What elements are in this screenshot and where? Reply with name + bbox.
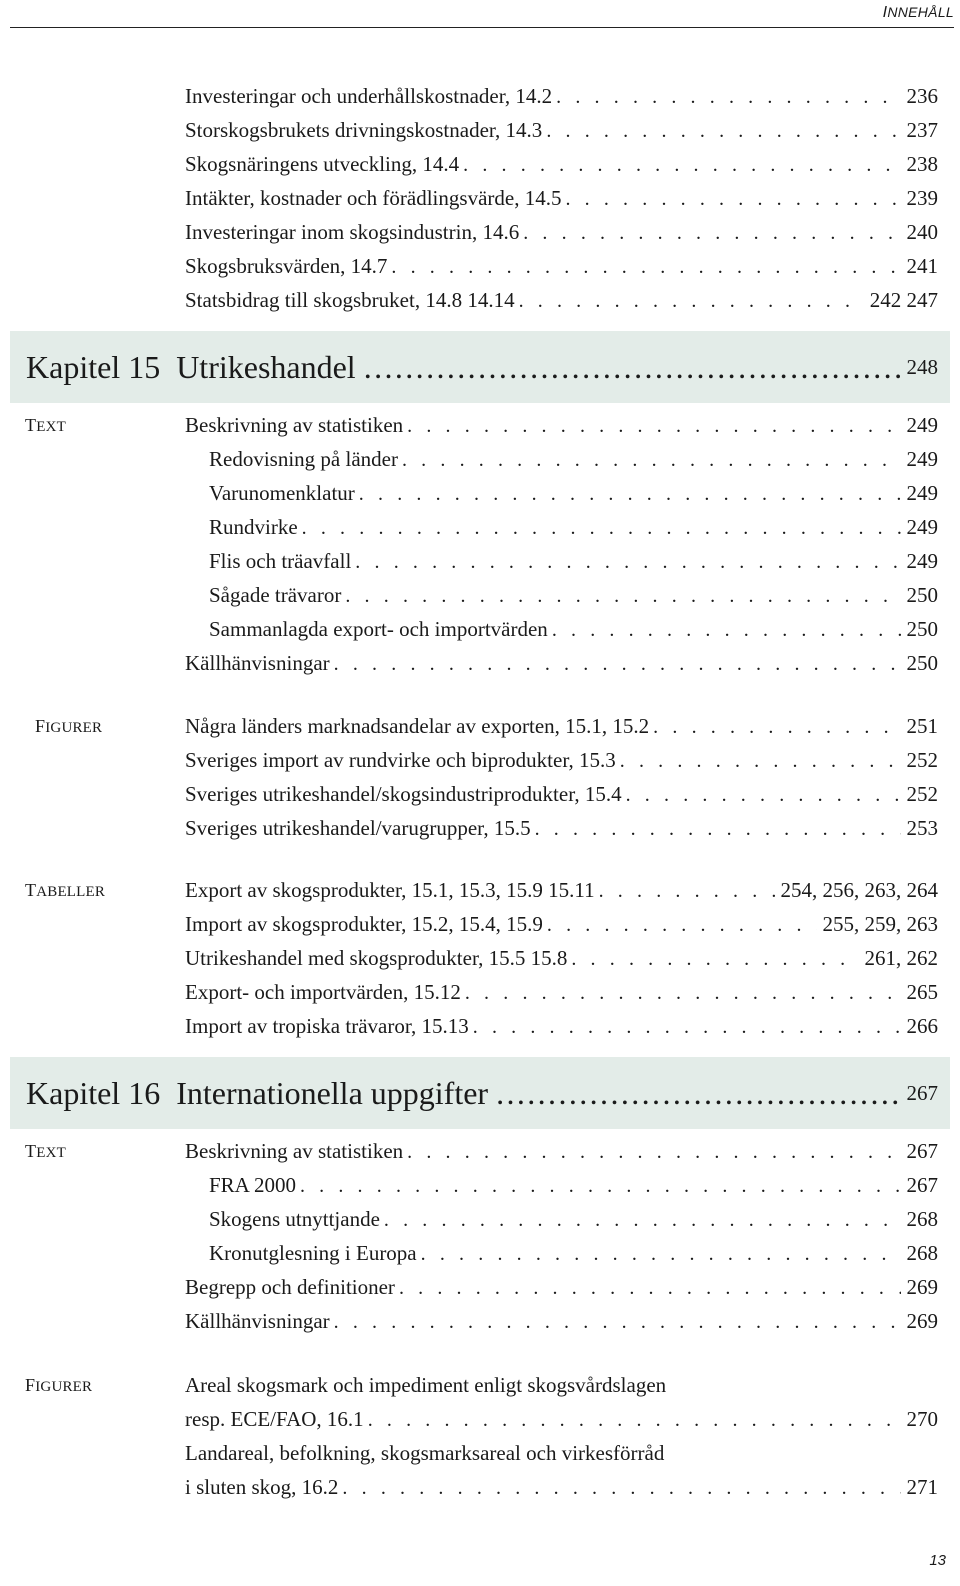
toc-entry-page: 268 [906, 1207, 938, 1231]
toc-entry-page: 241 [906, 254, 938, 278]
section-label-initial: T [25, 880, 37, 900]
toc-entry[interactable] [0, 408, 960, 442]
dot-leader [546, 114, 900, 147]
chapter-title: Utrikeshandel [176, 348, 356, 385]
toc-entry[interactable] [0, 147, 960, 181]
toc-entry-page: 239 [906, 186, 938, 210]
toc-entry-title: Utrikeshandel med skogsprodukter, 15.5 15.8 [185, 946, 568, 970]
toc-subentry[interactable] [0, 476, 960, 510]
dot-leader [368, 1403, 901, 1436]
toc-entry-title: Sveriges import av rundvirke och biprodukter, 15.3 [185, 748, 616, 772]
toc-entry-title: i sluten skog, 16.2 [185, 1475, 339, 1499]
toc-entry-page: 265 [906, 980, 938, 1004]
toc-entry-page: 249 [906, 413, 938, 437]
toc-entry[interactable] [0, 1009, 960, 1043]
dot-leader [626, 778, 901, 811]
section-label-initial: F [35, 716, 46, 736]
toc-entry-page: 250 [906, 583, 938, 607]
toc-entry-page: 238 [906, 152, 938, 176]
toc-entry-title: Beskrivning av statistiken [185, 413, 404, 437]
toc-entry-page: 249 [906, 447, 938, 471]
running-header-label [883, 4, 954, 22]
dot-leader [407, 1135, 900, 1168]
dot-leader [496, 1075, 900, 1112]
toc-subentry[interactable] [0, 578, 960, 612]
toc-entry-title: Redovisning på länder [209, 447, 398, 471]
toc-entry[interactable] [0, 283, 960, 317]
toc-entry[interactable] [0, 181, 960, 215]
toc-entry-page: 267 [906, 1139, 938, 1163]
toc-entry[interactable] [0, 249, 960, 283]
toc-entry-page: 253 [906, 816, 938, 840]
dot-leader [599, 874, 775, 907]
toc-entry-title: Sågade trävaror [209, 583, 342, 607]
chapter-page: 267 [906, 1080, 938, 1105]
dot-leader [421, 1237, 901, 1270]
section-label-figures [35, 709, 102, 745]
toc-entry-title: Skogsnäringens utveckling, 14.4 [185, 152, 460, 176]
toc-entry-title: Sveriges utrikeshandel/varugrupper, 15.5 [185, 816, 531, 840]
toc-entry[interactable] [0, 1134, 960, 1168]
toc-entry-title: Areal skogsmark och impediment enligt skogsvårdslagen [185, 1373, 667, 1397]
toc-subentry[interactable] [0, 510, 960, 544]
section-label-text [25, 408, 66, 444]
dot-leader [402, 443, 901, 476]
toc-entry-title: resp. ECE/FAO, 16.1 [185, 1407, 364, 1431]
section-label-rest: EXT [36, 419, 66, 435]
toc-entry[interactable] [0, 79, 960, 113]
toc-subentry[interactable] [0, 612, 960, 646]
dot-leader [399, 1271, 901, 1304]
toc-entry-line2[interactable] [0, 1402, 960, 1436]
toc-entry-page: 261, 262 [864, 946, 938, 970]
section-label-rest: EXT [36, 1145, 66, 1161]
section-label-tables [25, 873, 105, 909]
toc-entry-title: Källhänvisningar [185, 651, 330, 675]
toc-entry-title: Varunomenklatur [209, 481, 355, 505]
section-label-text [25, 1134, 66, 1170]
toc-entry-page: 250 [906, 651, 938, 675]
page-number: 13 [929, 1552, 946, 1569]
toc-entry-title: Några länders marknadsandelar av exporten, 15.1, 15.2 [185, 714, 650, 738]
dot-leader [384, 1203, 901, 1236]
dot-leader [556, 80, 900, 113]
toc-entry-line2[interactable] [0, 1470, 960, 1504]
toc-entry[interactable] [0, 1270, 960, 1304]
chapter-page: 248 [906, 354, 938, 379]
dot-leader [535, 812, 901, 845]
toc-entry-line1[interactable] [0, 1368, 960, 1402]
toc-entry-title: Statsbidrag till skogsbruket, 14.8 14.14 [185, 288, 515, 312]
chapter-title: Internationella uppgifter [176, 1074, 489, 1111]
toc-entry-title: Beskrivning av statistiken [185, 1139, 404, 1163]
toc-entry-page: 249 [906, 549, 938, 573]
running-header-label-rest: NNEHÅLL [887, 4, 954, 20]
toc-subentry[interactable] [0, 1168, 960, 1202]
toc-entry[interactable] [0, 777, 960, 811]
chapter-number: Kapitel 16 [26, 1074, 161, 1111]
dot-leader [359, 477, 901, 510]
dot-leader [552, 613, 901, 646]
toc-entry-page: 236 [906, 84, 938, 108]
toc-entry-page: 271 [906, 1475, 938, 1499]
toc-entry-title: Begrepp och definitioner [185, 1275, 395, 1299]
toc-entry-page: 237 [906, 118, 938, 142]
toc-entry-title: FRA 2000 [209, 1173, 296, 1197]
toc-entry[interactable] [0, 646, 960, 680]
toc-entry-page: 269 [906, 1309, 938, 1333]
dot-leader [465, 976, 901, 1009]
section-label-initial: T [25, 415, 37, 435]
dot-leader [519, 284, 864, 317]
toc-entry-page: 240 [906, 220, 938, 244]
dot-leader [620, 744, 901, 777]
dot-leader [653, 710, 900, 743]
toc-entry[interactable] [0, 113, 960, 147]
toc-entry[interactable] [0, 907, 960, 941]
toc-entry-page: 270 [906, 1407, 938, 1431]
toc-entry[interactable] [0, 941, 960, 975]
toc-entry-page: 269 [906, 1275, 938, 1299]
running-header [0, 0, 960, 28]
toc-entry-page: 252 [906, 748, 938, 772]
toc-entry-page: 249 [906, 481, 938, 505]
section-label-rest: ABELLER [36, 884, 106, 900]
dot-leader [342, 1471, 900, 1504]
toc-entry-title: Import av skogsprodukter, 15.2, 15.4, 15.9 [185, 912, 543, 936]
dot-leader [334, 647, 901, 680]
dot-leader [302, 511, 901, 544]
toc-entry-title: Investeringar inom skogsindustrin, 14.6 [185, 220, 520, 244]
dot-leader [364, 349, 901, 386]
dot-leader [334, 1305, 901, 1338]
toc-entry-page: 250 [906, 617, 938, 641]
section-label-initial: F [25, 1375, 36, 1395]
chapter-15-heading[interactable] [10, 331, 950, 403]
toc-entry-title: Skogens utnyttjande [209, 1207, 380, 1231]
toc-entry-page: 251 [906, 714, 938, 738]
toc-entry-line1[interactable] [0, 1436, 960, 1470]
dot-leader [345, 579, 900, 612]
section-label-rest: IGURER [35, 1379, 93, 1395]
toc-entry-title: Skogsbruksvärden, 14.7 [185, 254, 388, 278]
toc-entry[interactable] [0, 811, 960, 845]
dot-leader [473, 1010, 901, 1043]
dot-leader [571, 942, 858, 975]
header-rule [10, 27, 954, 28]
toc-entry-title: Flis och träavfall [209, 549, 352, 573]
toc-subentry[interactable] [0, 544, 960, 578]
dot-leader [523, 216, 900, 249]
toc-subentry[interactable] [0, 1202, 960, 1236]
toc-entry-title: Sveriges utrikeshandel/skogsindustriprodukter, 15.4 [185, 782, 622, 806]
toc-entry-title: Export av skogsprodukter, 15.1, 15.3, 15.9 15.11 [185, 878, 595, 902]
section-label-initial: T [25, 1141, 37, 1161]
toc-entry[interactable] [0, 709, 960, 743]
toc-entry-title: Import av tropiska trävaror, 15.13 [185, 1014, 469, 1038]
toc-subentry[interactable] [0, 1236, 960, 1270]
dot-leader [300, 1169, 901, 1202]
toc-entry-page: 255, 259, 263 [822, 912, 938, 936]
toc-entry-title: Källhänvisningar [185, 1309, 330, 1333]
section-label-rest: IGURER [45, 720, 103, 736]
toc-entry[interactable] [0, 1304, 960, 1338]
toc-entry-page: 242 247 [869, 288, 938, 312]
toc-entry-title: Export- och importvärden, 15.12 [185, 980, 461, 1004]
toc-entry-title: Kronutglesning i Europa [209, 1241, 417, 1265]
section-label-figures [25, 1368, 92, 1404]
toc-entry-title: Storskogsbrukets drivningskostnader, 14.3 [185, 118, 543, 142]
toc-entry[interactable] [0, 215, 960, 249]
dot-leader [355, 545, 900, 578]
dot-leader [407, 409, 900, 442]
toc-entry-page: 267 [906, 1173, 938, 1197]
toc-entry[interactable] [0, 873, 960, 907]
toc-entry-title: Investeringar och underhållskostnader, 14.2 [185, 84, 553, 108]
toc-entry-page: 268 [906, 1241, 938, 1265]
running-header-label-initial: I [882, 4, 888, 21]
dot-leader [547, 908, 817, 941]
toc-entry[interactable] [0, 975, 960, 1009]
chapter-16-heading[interactable] [10, 1057, 950, 1129]
toc-entry-title: Rundvirke [209, 515, 298, 539]
dot-leader [463, 148, 900, 181]
toc-entry-title: Intäkter, kostnader och förädlingsvärde, 14.5 [185, 186, 562, 210]
toc-entry-page: 249 [906, 515, 938, 539]
toc-entry-page: 254, 256, 263, 264 [780, 878, 938, 902]
toc-entry-title: Landareal, befolkning, skogsmarksareal och virkesförråd [185, 1441, 665, 1465]
toc-entry-page: 266 [906, 1014, 938, 1038]
toc-entry-title: Sammanlagda export- och importvärden [209, 617, 548, 641]
toc-subentry[interactable] [0, 442, 960, 476]
toc-entry-page: 252 [906, 782, 938, 806]
dot-leader [391, 250, 900, 283]
chapter-number: Kapitel 15 [26, 348, 161, 385]
dot-leader [565, 182, 900, 215]
toc-entry[interactable] [0, 743, 960, 777]
